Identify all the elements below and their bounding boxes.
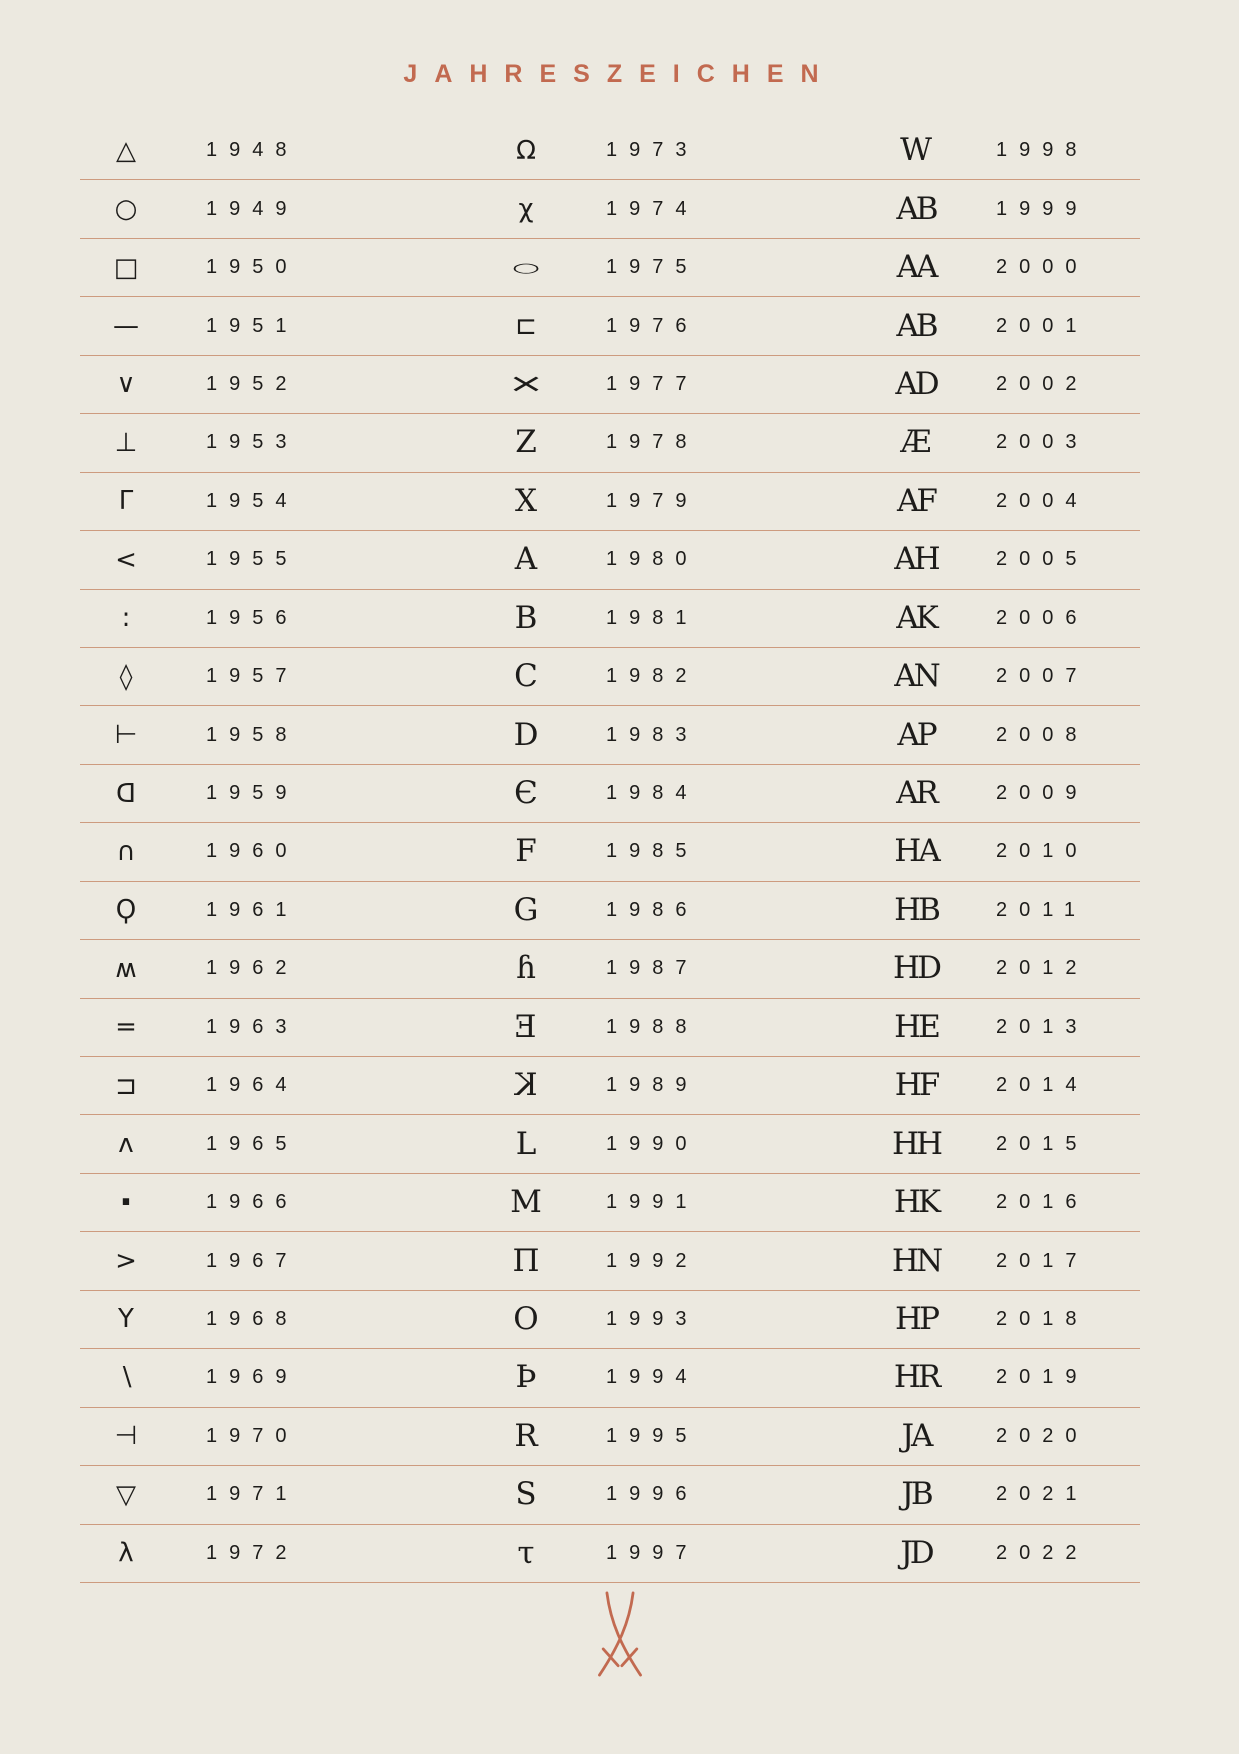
year-mark-symbol: Þ — [515, 1359, 537, 1396]
year-mark-row — [80, 1174, 1140, 1232]
year-mark-symbol: ◊ — [119, 661, 133, 692]
year-mark-symbol: R — [514, 1417, 538, 1454]
year-mark-cell — [480, 297, 870, 354]
year-mark-symbol: HB — [894, 891, 938, 928]
year-label: 2016 — [996, 1191, 1089, 1214]
year-mark-symbol: HK — [893, 1184, 939, 1221]
year-mark-cell — [80, 1232, 480, 1289]
year-mark-cell — [480, 882, 870, 939]
year-mark-symbol: D — [513, 716, 539, 753]
year-mark-row — [80, 765, 1140, 823]
year-label: 2008 — [996, 723, 1089, 746]
year-mark-cell — [80, 414, 480, 471]
year-mark-row — [80, 531, 1140, 589]
year-mark-symbol: HD — [893, 950, 939, 987]
year-mark-symbol: ○ — [114, 194, 138, 225]
year-mark-cell — [80, 765, 480, 822]
year-mark-cell — [480, 765, 870, 822]
year-mark-row — [80, 823, 1140, 881]
year-label: 1955 — [206, 548, 299, 571]
year-mark-row — [80, 940, 1140, 998]
year-mark-cell — [870, 940, 1140, 997]
year-mark-cell — [480, 1408, 870, 1465]
year-mark-cell — [80, 531, 480, 588]
year-mark-cell — [480, 823, 870, 880]
year-label: 1952 — [206, 372, 299, 395]
year-mark-cell — [80, 1408, 480, 1465]
year-label: 1990 — [606, 1132, 699, 1155]
year-label: 1963 — [206, 1015, 299, 1038]
year-mark-row — [80, 1349, 1140, 1407]
year-label: 1998 — [996, 139, 1089, 162]
year-label: 2012 — [996, 957, 1089, 980]
year-label: 2018 — [996, 1307, 1089, 1330]
year-mark-cell — [870, 706, 1140, 763]
year-label: 1967 — [206, 1249, 299, 1272]
year-mark-cell — [80, 180, 480, 237]
year-mark-symbol: O — [513, 1300, 539, 1337]
year-mark-symbol: ⊢ — [114, 720, 138, 751]
year-mark-symbol: Y — [118, 1304, 134, 1335]
year-label: 1951 — [206, 314, 299, 337]
year-mark-symbol: AB — [896, 307, 936, 344]
year-mark-symbol: Γ — [118, 486, 134, 517]
year-mark-row — [80, 473, 1140, 531]
year-label: 1986 — [606, 898, 699, 921]
meissen-crossed-swords-logo — [592, 1588, 648, 1680]
year-marks-table — [80, 122, 1140, 1583]
year-mark-symbol: = — [115, 1012, 137, 1043]
year-mark-symbol: AF — [897, 482, 935, 519]
year-label: 1989 — [606, 1074, 699, 1097]
year-mark-symbol: ɦ — [516, 950, 536, 987]
year-mark-row — [80, 590, 1140, 648]
year-label: 2011 — [996, 898, 1088, 921]
year-mark-symbol: Æ — [900, 424, 932, 461]
year-mark-symbol: AD — [895, 365, 937, 402]
year-mark-cell — [80, 590, 480, 647]
page-title: JAHRESZEICHEN — [403, 60, 836, 88]
year-mark-cell — [480, 1525, 870, 1582]
year-mark-cell — [480, 648, 870, 705]
year-label: 1996 — [606, 1483, 699, 1506]
year-mark-symbol: ○ — [511, 260, 541, 276]
year-label: 1975 — [606, 256, 699, 279]
year-label: 1970 — [206, 1424, 299, 1447]
year-label: 2014 — [996, 1074, 1089, 1097]
year-label: 2015 — [996, 1132, 1089, 1155]
year-mark-row — [80, 1466, 1140, 1524]
year-label: 1983 — [606, 723, 699, 746]
year-mark-symbol: λ — [118, 1538, 134, 1569]
year-mark-symbol: G — [513, 891, 539, 928]
year-label: 1954 — [206, 489, 299, 512]
year-mark-symbol: : — [121, 603, 131, 634]
year-mark-symbol: × — [507, 369, 545, 400]
year-mark-symbol: ∨ — [116, 369, 136, 400]
year-mark-symbol: ▽ — [116, 1479, 136, 1510]
year-mark-cell — [870, 297, 1140, 354]
year-mark-cell — [480, 1349, 870, 1406]
year-mark-symbol: HR — [893, 1359, 939, 1396]
year-mark-symbol: L — [515, 1125, 537, 1162]
year-mark-cell — [80, 1466, 480, 1523]
year-label: 2001 — [996, 314, 1089, 337]
year-mark-symbol: HA — [894, 833, 938, 870]
year-label: 1987 — [606, 957, 699, 980]
year-mark-symbol: B — [514, 599, 538, 636]
year-label: 2006 — [996, 606, 1089, 629]
year-label: 1966 — [206, 1191, 299, 1214]
year-mark-cell — [870, 1115, 1140, 1172]
year-mark-cell — [80, 297, 480, 354]
year-mark-cell — [870, 1174, 1140, 1231]
year-label: 2010 — [996, 840, 1089, 863]
year-mark-symbol: ʌ — [118, 1129, 134, 1160]
year-label: 1974 — [606, 197, 699, 220]
year-mark-cell — [870, 590, 1140, 647]
year-label: 1988 — [606, 1015, 699, 1038]
year-mark-cell — [480, 180, 870, 237]
year-label: 1956 — [206, 606, 299, 629]
year-label: 1962 — [206, 957, 299, 980]
year-label: 1950 — [206, 256, 299, 279]
year-mark-cell — [870, 1057, 1140, 1114]
year-mark-symbol: Ϙ — [115, 895, 137, 926]
year-mark-symbol: AR — [896, 775, 936, 812]
year-mark-cell — [80, 122, 480, 179]
year-mark-cell — [870, 999, 1140, 1056]
year-mark-cell — [80, 706, 480, 763]
year-label: 1953 — [206, 431, 299, 454]
year-mark-cell — [480, 590, 870, 647]
year-mark-cell — [870, 531, 1140, 588]
year-mark-cell — [80, 648, 480, 705]
year-label: 1948 — [206, 139, 299, 162]
year-mark-symbol: HF — [894, 1067, 938, 1104]
year-mark-cell — [870, 1408, 1140, 1465]
year-label: 2004 — [996, 489, 1089, 512]
year-label: 1949 — [206, 197, 299, 220]
year-mark-cell — [870, 1291, 1140, 1348]
year-label: 1960 — [206, 840, 299, 863]
year-mark-row — [80, 414, 1140, 472]
year-mark-symbol: A — [514, 541, 538, 578]
year-mark-symbol: AA — [896, 249, 936, 286]
year-mark-cell — [870, 765, 1140, 822]
year-label: 2022 — [996, 1541, 1089, 1564]
year-mark-row — [80, 1232, 1140, 1290]
year-label: 2019 — [996, 1366, 1089, 1389]
year-label: 1968 — [206, 1307, 299, 1330]
year-mark-cell — [480, 1291, 870, 1348]
year-mark-symbol: Ω — [516, 135, 536, 166]
year-mark-row — [80, 356, 1140, 414]
year-label: 1977 — [606, 372, 699, 395]
year-label: 2013 — [996, 1015, 1089, 1038]
year-mark-cell — [80, 473, 480, 530]
year-mark-cell — [870, 414, 1140, 471]
year-label: 1961 — [206, 898, 299, 921]
year-label: 2009 — [996, 782, 1089, 805]
year-mark-cell — [480, 1057, 870, 1114]
year-mark-row — [80, 239, 1140, 297]
year-label: 1965 — [206, 1132, 299, 1155]
year-mark-cell — [80, 1349, 480, 1406]
year-mark-symbol: W — [900, 132, 932, 169]
year-label: 1972 — [206, 1541, 299, 1564]
year-mark-cell — [80, 1291, 480, 1348]
year-mark-symbol: ⊐ — [115, 1070, 137, 1101]
year-mark-row — [80, 1115, 1140, 1173]
year-mark-row — [80, 1408, 1140, 1466]
year-mark-symbol: τ — [517, 1534, 535, 1571]
year-label: 1969 — [206, 1366, 299, 1389]
year-label: 1997 — [606, 1541, 699, 1564]
year-mark-cell — [870, 1525, 1140, 1582]
year-mark-cell — [480, 239, 870, 296]
year-label: 2007 — [996, 665, 1089, 688]
year-mark-row — [80, 882, 1140, 940]
year-mark-cell — [480, 122, 870, 179]
year-mark-symbol: HH — [891, 1125, 941, 1162]
year-label: 2020 — [996, 1424, 1089, 1447]
year-mark-symbol: C — [514, 658, 538, 695]
year-mark-cell — [480, 1232, 870, 1289]
year-mark-cell — [870, 1349, 1140, 1406]
year-mark-symbol: JD — [900, 1534, 932, 1571]
year-mark-cell — [870, 882, 1140, 939]
year-mark-cell — [480, 1115, 870, 1172]
year-label: 1994 — [606, 1366, 699, 1389]
year-mark-symbol: Ǝ — [514, 1008, 538, 1045]
year-mark-row — [80, 1291, 1140, 1349]
year-mark-row — [80, 122, 1140, 180]
year-mark-cell — [80, 1525, 480, 1582]
year-mark-cell — [480, 1174, 870, 1231]
year-mark-row — [80, 297, 1140, 355]
year-mark-symbol: M — [510, 1184, 542, 1221]
year-mark-cell — [80, 999, 480, 1056]
year-mark-symbol: < — [115, 544, 137, 575]
year-mark-symbol: ∖ — [117, 1362, 135, 1393]
year-mark-symbol: HE — [894, 1008, 938, 1045]
year-label: 1991 — [606, 1191, 699, 1214]
year-mark-cell — [480, 999, 870, 1056]
year-mark-symbol: JB — [901, 1476, 931, 1513]
year-label: 1976 — [606, 314, 699, 337]
year-mark-symbol: JA — [901, 1417, 931, 1454]
year-mark-row — [80, 1057, 1140, 1115]
year-label: 1985 — [606, 840, 699, 863]
year-mark-symbol: ⊥ — [114, 427, 138, 458]
year-mark-symbol: — — [113, 311, 139, 342]
year-mark-symbol: χ — [518, 194, 534, 225]
year-mark-cell — [80, 882, 480, 939]
year-mark-cell — [870, 239, 1140, 296]
year-label: 1964 — [206, 1074, 299, 1097]
year-mark-symbol: K — [514, 1067, 538, 1104]
year-mark-cell — [870, 473, 1140, 530]
year-label: 1957 — [206, 665, 299, 688]
year-mark-symbol: AP — [897, 716, 935, 753]
year-label: 1993 — [606, 1307, 699, 1330]
year-mark-cell — [870, 823, 1140, 880]
year-label: 1980 — [606, 548, 699, 571]
year-label: 1984 — [606, 782, 699, 805]
year-label: 1982 — [606, 665, 699, 688]
year-mark-row — [80, 999, 1140, 1057]
year-mark-cell — [80, 239, 480, 296]
year-mark-symbol: AK — [896, 599, 936, 636]
year-mark-symbol: Π — [512, 1242, 540, 1279]
year-mark-cell — [80, 940, 480, 997]
year-label: 2021 — [996, 1483, 1089, 1506]
year-mark-cell — [480, 940, 870, 997]
year-label: 2003 — [996, 431, 1089, 454]
year-mark-symbol: S — [515, 1476, 537, 1513]
year-mark-cell — [480, 414, 870, 471]
year-mark-cell — [480, 531, 870, 588]
year-mark-symbol: □ — [113, 252, 139, 283]
year-mark-cell — [870, 648, 1140, 705]
year-mark-symbol: Z — [515, 424, 537, 461]
year-mark-row — [80, 706, 1140, 764]
year-mark-symbol: D — [115, 778, 137, 809]
year-mark-cell — [870, 180, 1140, 237]
year-mark-cell — [80, 1174, 480, 1231]
year-label: 1999 — [996, 197, 1089, 220]
year-label: 2005 — [996, 548, 1089, 571]
year-mark-cell — [480, 1466, 870, 1523]
year-mark-cell — [480, 473, 870, 530]
year-mark-symbol: AH — [894, 541, 938, 578]
year-label: 1971 — [206, 1483, 299, 1506]
year-mark-symbol: F — [515, 833, 537, 870]
year-mark-cell — [480, 356, 870, 413]
year-label: 2000 — [996, 256, 1089, 279]
year-mark-row — [80, 1525, 1140, 1583]
year-label: 1958 — [206, 723, 299, 746]
year-mark-cell — [80, 1057, 480, 1114]
year-mark-row — [80, 180, 1140, 238]
year-label: 2017 — [996, 1249, 1089, 1272]
year-mark-row — [80, 648, 1140, 706]
year-mark-symbol: · — [119, 1181, 133, 1223]
year-label: 1959 — [206, 782, 299, 805]
year-mark-symbol: △ — [116, 135, 136, 166]
year-label: 1979 — [606, 489, 699, 512]
year-mark-symbol: X — [514, 482, 538, 519]
year-mark-symbol: > — [115, 1246, 137, 1277]
year-mark-cell — [80, 1115, 480, 1172]
year-mark-symbol: HP — [895, 1300, 937, 1337]
year-mark-symbol: Є — [514, 775, 538, 812]
year-mark-symbol: ⊏ — [515, 311, 537, 342]
year-label: 2002 — [996, 372, 1089, 395]
year-mark-cell — [870, 1466, 1140, 1523]
year-mark-cell — [870, 122, 1140, 179]
year-mark-cell — [870, 1232, 1140, 1289]
year-label: 1992 — [606, 1249, 699, 1272]
year-mark-symbol: HN — [891, 1242, 941, 1279]
year-label: 1981 — [606, 606, 699, 629]
year-mark-symbol: ∩ — [116, 836, 136, 867]
year-mark-cell — [870, 356, 1140, 413]
year-mark-symbol: AB — [896, 190, 936, 227]
year-mark-cell — [80, 356, 480, 413]
year-label: 1995 — [606, 1424, 699, 1447]
year-label: 1978 — [606, 431, 699, 454]
year-mark-symbol: AN — [894, 658, 938, 695]
year-mark-symbol: ʍ — [115, 953, 137, 984]
year-mark-symbol: ⊣ — [114, 1421, 138, 1452]
year-mark-cell — [80, 823, 480, 880]
year-label: 1973 — [606, 139, 699, 162]
year-mark-cell — [480, 706, 870, 763]
